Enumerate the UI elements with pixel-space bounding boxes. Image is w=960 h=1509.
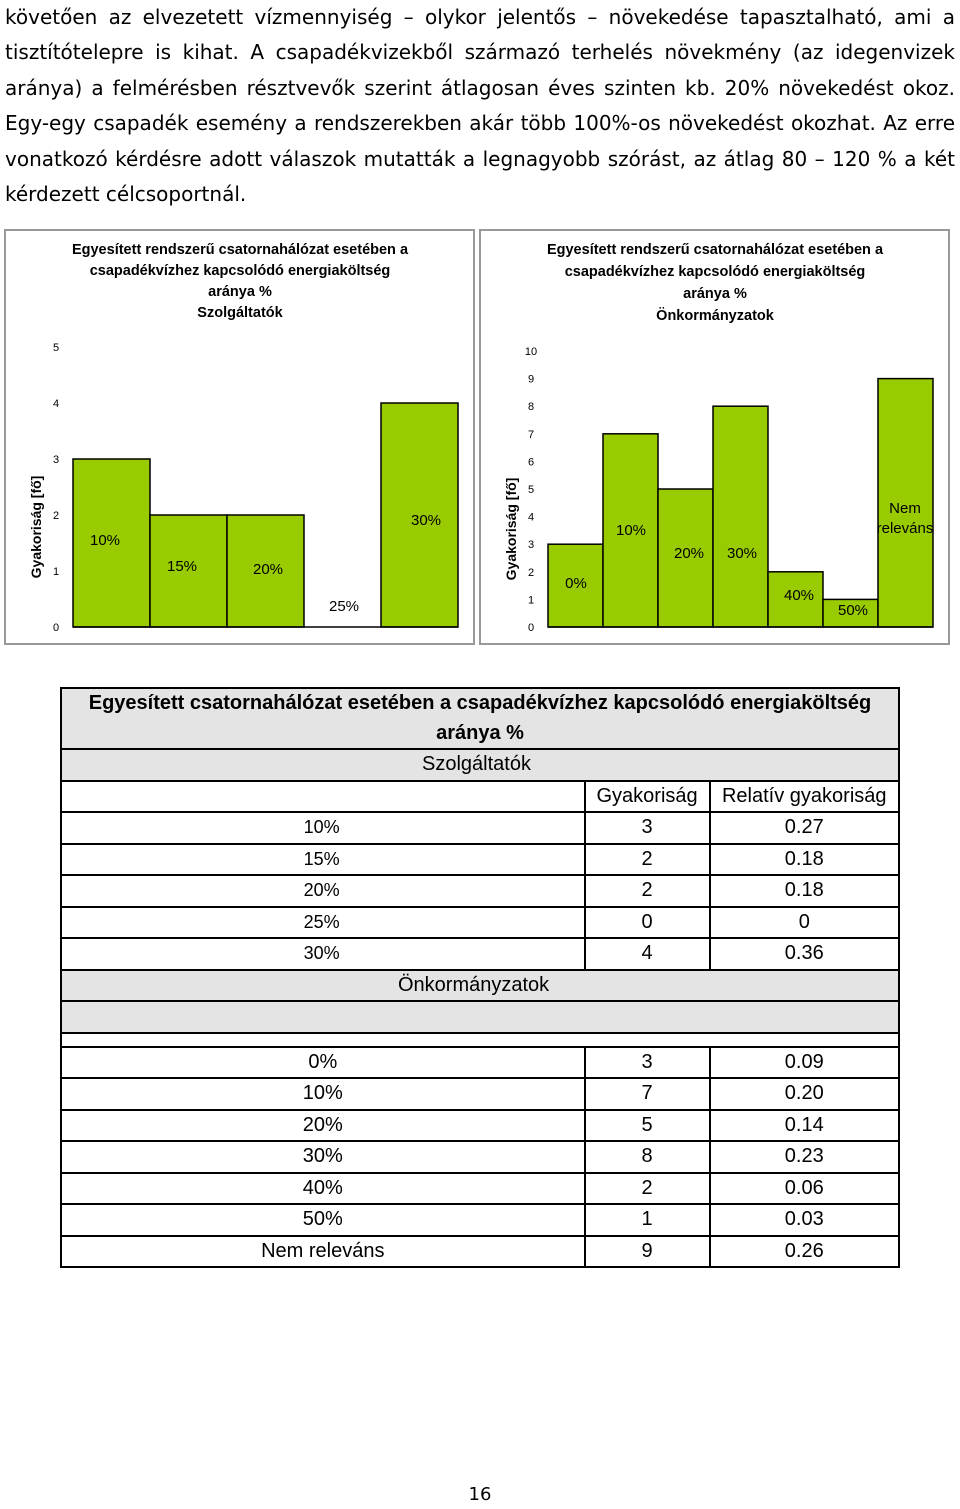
- chart-title-line: aránya %: [208, 284, 272, 300]
- chart-title-line: csapadékvízhez kapcsolódó energiaköltség: [89, 263, 391, 279]
- table-row: [61, 1236, 899, 1268]
- paragraph-line: tisztítótelepre is kihat. A csapadékvizekből származó terhelés növekmény (az idegenvizek: [5, 40, 955, 65]
- y-tick-label: 9: [527, 373, 535, 386]
- category-label: 0%: [565, 575, 587, 592]
- col-header-rel: Relatív gyakoriság: [710, 781, 900, 813]
- category-label: Nem: [889, 500, 921, 517]
- category-label: 20%: [673, 545, 705, 562]
- category-label: 20%: [252, 561, 284, 578]
- table-row: [61, 1047, 899, 1079]
- group-header-onkormanyzatok: Önkormányzatok: [61, 970, 899, 1002]
- row-rel: 0.27: [710, 812, 900, 844]
- row-label: 50%: [61, 1204, 585, 1236]
- row-label: 10%: [61, 812, 585, 844]
- row-label: 20%: [61, 875, 585, 907]
- row-freq: 7: [585, 1078, 710, 1110]
- y-axis-label: Gyakoriság [fő]: [503, 477, 519, 581]
- row-label: 20%: [61, 1110, 585, 1142]
- row-label: 15%: [61, 844, 585, 876]
- y-tick-label: 5: [527, 484, 535, 496]
- chart-title-line: csapadékvízhez kapcsolódó energiaköltség: [564, 264, 866, 280]
- table-row: [61, 938, 899, 970]
- chart-onkormanyzatok: [479, 229, 950, 645]
- y-tick-label: 5: [52, 342, 60, 354]
- table-row: [61, 1110, 899, 1142]
- row-freq: 2: [585, 844, 710, 876]
- y-tick-label: 3: [527, 539, 535, 552]
- paragraph-line: követően az elvezetett vízmennyiség – olykor jelentős – növekedése tapasztalható, ami a: [5, 5, 955, 29]
- spacer-row: [61, 1001, 899, 1033]
- row-freq: 0: [585, 907, 710, 939]
- row-rel: 0.23: [710, 1141, 900, 1173]
- row-rel: 0.14: [710, 1110, 900, 1142]
- page-number: 16: [468, 1484, 492, 1505]
- table-title: Egyesített csatornahálózat esetében a csapadékvízhez kapcsolódó energiaköltség: [61, 688, 899, 719]
- y-tick-label: 7: [527, 428, 535, 441]
- y-tick-label: 2: [52, 510, 60, 522]
- row-label: 30%: [61, 1141, 585, 1173]
- row-rel: 0.20: [710, 1078, 900, 1110]
- table-row: [61, 1078, 899, 1110]
- row-label: Nem releváns: [61, 1236, 585, 1268]
- row-rel: 0.06: [710, 1173, 900, 1205]
- paragraph-line: aránya) a felmérésben résztvevők szerint átlagosan éves szinten kb. 20% növekedést okoz.: [5, 75, 955, 100]
- chart-title-line: Egyesített rendszerű csatornahálózat esetében a: [71, 242, 409, 258]
- table-row: [61, 1204, 899, 1236]
- row-label: 40%: [61, 1173, 585, 1205]
- row-rel: 0.18: [710, 844, 900, 876]
- row-label: 0%: [61, 1047, 585, 1079]
- row-rel: 0.26: [710, 1236, 900, 1268]
- row-label: 10%: [61, 1078, 585, 1110]
- row-freq: 3: [585, 812, 710, 844]
- row-label: 30%: [61, 938, 585, 970]
- row-freq: 8: [585, 1141, 710, 1173]
- paragraph-line: Egy-egy csapadék esemény a rendszerekben akár több 100%-os növekedést okozhat. Az erre: [5, 111, 955, 136]
- frequency-table: [60, 687, 900, 1268]
- paragraph-line: vonatkozó kérdésre adott válaszok mutatták a legnagyobb szórást, az átlag 80 – 120 % a két: [5, 146, 955, 171]
- y-tick-label: 2: [527, 566, 535, 579]
- category-label: 30%: [410, 512, 442, 529]
- row-rel: 0.09: [710, 1047, 900, 1079]
- row-rel: 0.18: [710, 875, 900, 907]
- chart-title-line: Szolgáltatók: [197, 305, 283, 321]
- chart-svg: [481, 231, 948, 643]
- row-freq: 1: [585, 1204, 710, 1236]
- category-label: 15%: [166, 558, 198, 575]
- y-tick-label: 6: [527, 456, 535, 469]
- table-row: [61, 1173, 899, 1205]
- y-tick-label: 10: [524, 346, 538, 358]
- chart-szolgaltatok: [4, 229, 475, 645]
- chart-title-line: Egyesített rendszerű csatornahálózat esetében a: [546, 242, 884, 258]
- category-label: releváns: [876, 520, 934, 537]
- category-label: 25%: [328, 598, 360, 615]
- table-row: [61, 907, 899, 939]
- y-axis-label: Gyakoriság [fő]: [28, 475, 44, 579]
- y-tick-label: 4: [52, 398, 60, 410]
- row-freq: 2: [585, 1173, 710, 1205]
- paragraph-line: kérdezett célcsoportnál.: [5, 182, 247, 207]
- row-freq: 4: [585, 938, 710, 970]
- chart-svg: [6, 231, 473, 643]
- blank-row: [61, 1033, 899, 1047]
- y-tick-label: 1: [527, 594, 535, 607]
- category-label: 10%: [89, 532, 121, 549]
- chart-title-line: aránya %: [683, 286, 747, 302]
- y-tick-label: 0: [52, 622, 60, 634]
- y-tick-label: 8: [527, 401, 535, 414]
- row-freq: 9: [585, 1236, 710, 1268]
- category-label: 50%: [837, 602, 869, 619]
- bar: [713, 406, 768, 627]
- category-label: 10%: [615, 522, 647, 539]
- empty-cell: [61, 781, 585, 813]
- y-tick-label: 4: [527, 511, 535, 524]
- body-paragraph: [5, 0, 955, 212]
- row-rel: 0: [710, 907, 900, 939]
- row-freq: 5: [585, 1110, 710, 1142]
- table-title-2: aránya %: [61, 719, 899, 750]
- table-row: [61, 844, 899, 876]
- row-freq: 2: [585, 875, 710, 907]
- table-row: [61, 812, 899, 844]
- group-header-szolgaltatok: Szolgáltatók: [61, 749, 899, 781]
- category-label: 40%: [783, 587, 815, 604]
- row-rel: 0.36: [710, 938, 900, 970]
- table-row: [61, 875, 899, 907]
- category-label: 30%: [726, 545, 758, 562]
- col-header-freq: Gyakoriság: [585, 781, 710, 813]
- row-freq: 3: [585, 1047, 710, 1079]
- row-rel: 0.03: [710, 1204, 900, 1236]
- row-label: 25%: [61, 907, 585, 939]
- y-tick-label: 1: [52, 566, 60, 578]
- y-tick-label: 3: [52, 454, 60, 466]
- chart-title-line: Önkormányzatok: [656, 308, 774, 324]
- table-row: [61, 1141, 899, 1173]
- y-tick-label: 0: [527, 622, 535, 634]
